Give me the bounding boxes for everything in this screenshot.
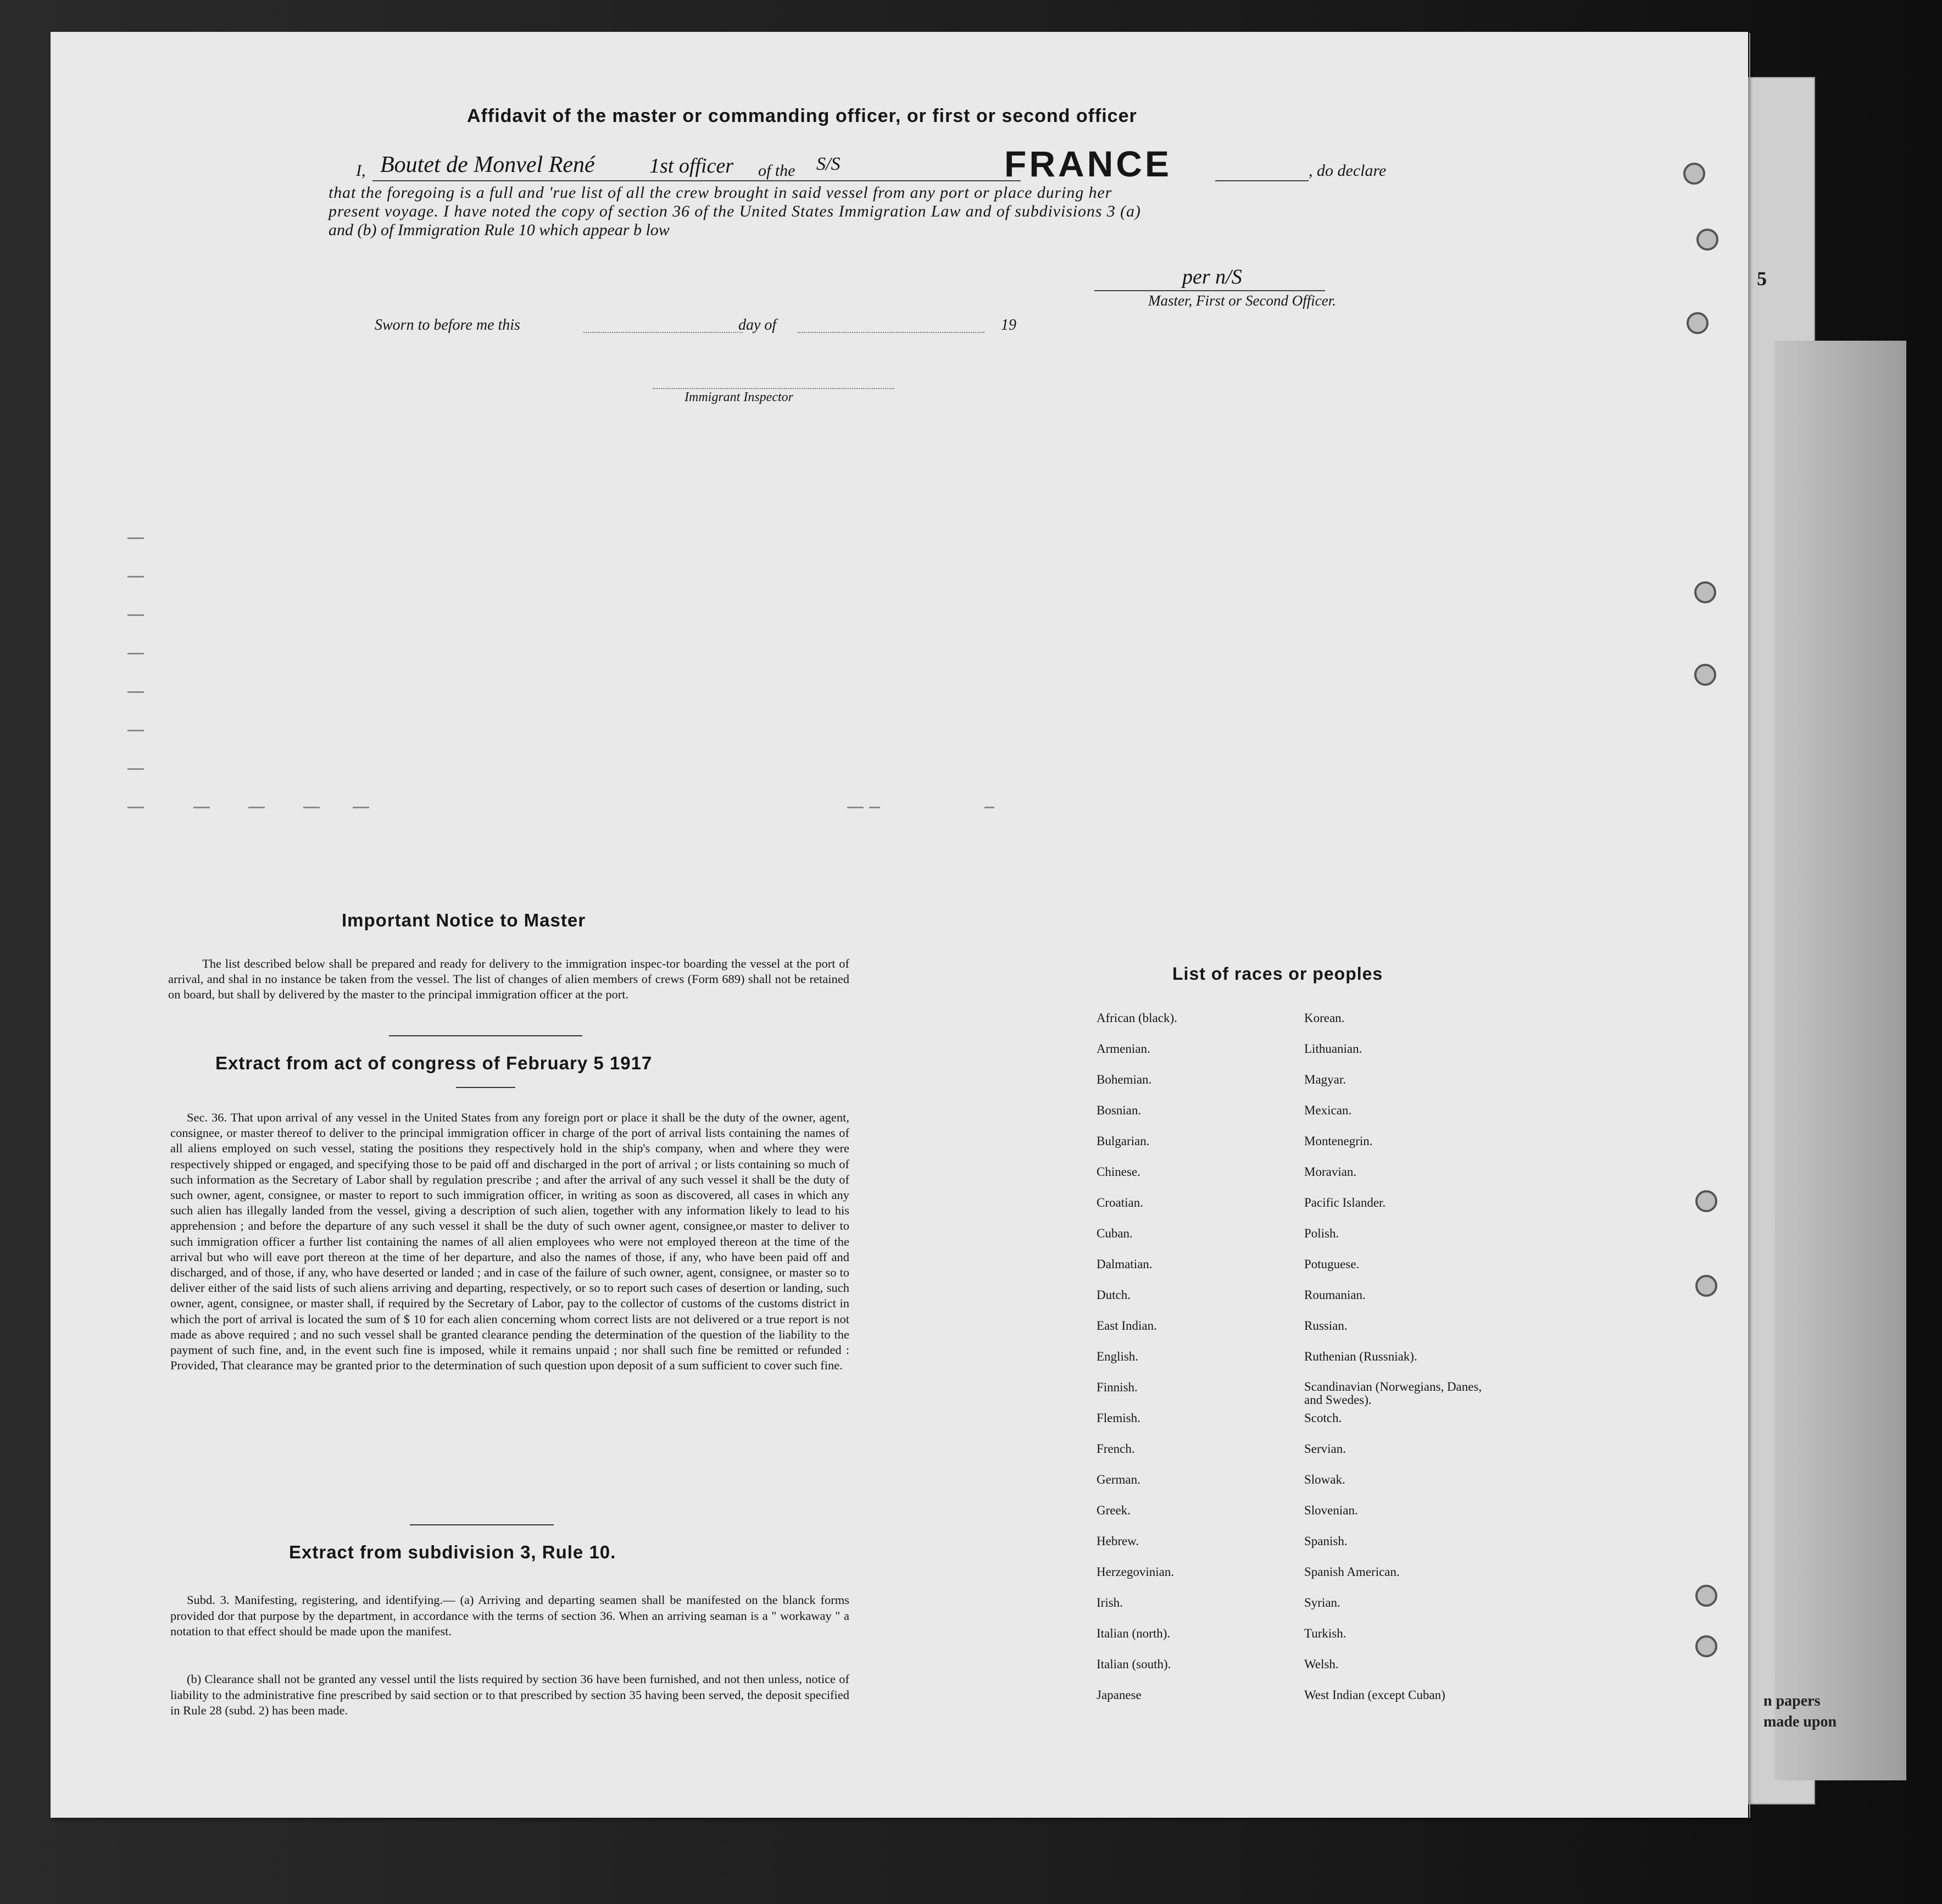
fill-line [653,388,894,389]
affidavit-title: Affidavit of the master or commanding officer, or first or second officer [467,106,1137,126]
race-item: French. [1097,1442,1135,1456]
race-item: Slowak. [1304,1473,1345,1486]
edge-text-2: made upon [1763,1713,1837,1730]
fill-line [372,180,1021,181]
race-item: Welsh. [1304,1657,1339,1671]
rule-extract-title: Extract from subdivision 3, Rule 10. [289,1542,616,1562]
punch-hole [1687,312,1709,334]
signature-line [1094,290,1325,291]
race-item: Croatian. [1097,1196,1143,1209]
race-item: Servian. [1304,1442,1346,1456]
act-extract-body: Sec. 36. That upon arrival of any vessel in the United States from any foreign port or place it shall be the duty of the owner, agent, consignee, or master thereof to deliver to the principal immigration officer in charge of the port of arrival lists containing the names of all aliens employed on such vessel, stating the positions they respectively hold in the ship's company, when and where they were respectively shipped or engaged, and specifying those to be paid off and discharged in the port of arrival ; or lists containing so much of such information as the Secretary of Labor shall by regulation prescribe ; and after the arrival of any such vessel it shall be the duty of such owner, agent, consignee, or master to report to such immigration officer, in writing as soon as discovered, all cases in which any such alien has illegally landed from the vessel, giving a description of such alien, together with any information likely to lead to his apprehension ; and before the departure of any such vessel it shall be the duty of such owner agent, consignee,or master to deliver to such immigration officer a further list containing the names of all alien employees who were not employed thereon at the time of the arrival but who will eave port thereon at the time of her departure, and also the names of those, if any, who have been paid off and discharged, and of those, if any, who have deserted or landed ; and in case of the failure of such owner, agent, consignee, or master so to deliver either of the said lists of such aliens arriving and departing, respectively, or so to report such cases of desertion or landing, such owner, agent, consignee, or master shall, if required by the Secretary of Labor, pay to the collector of customs of the customs district in which the port of arrival is located the sum of $ 10 for each alien concerning whom correct lists are not delivered or a true report is not made as above required ; and no such vessel shall be granted clearance pending the determination of the question of the liability to the payment of such fine, and, in the event such fine is imposed, while it remains unpaid ; nor shall such fine be remitted or refunded : Provided, That clearance may be granted prior to the determination of such question upon deposit of a sum sufficient to cover such fine. [170,1111,849,1373]
race-item: Herzegovinian. [1097,1565,1175,1579]
race-item: Potuguese. [1304,1257,1360,1271]
race-item: Italian (north). [1097,1627,1171,1640]
manifest-page [51,32,1767,1818]
race-item: Ruthenian (Russniak). [1304,1350,1417,1363]
race-item: Japanese [1097,1688,1142,1702]
separator [410,1524,554,1525]
punch-hole [1696,229,1718,251]
race-item: Pacific Islander. [1304,1196,1386,1209]
race-item: Irish. [1097,1596,1123,1609]
race-item: Dalmatian. [1097,1257,1153,1271]
race-item: Magyar. [1304,1073,1346,1086]
officer-caption: Master, First or Second Officer. [1148,292,1336,309]
handwritten-rank: 1st officer [649,154,734,177]
punch-hole [1695,1635,1717,1657]
affidavit-declare: , do declare [1309,162,1387,180]
punch-hole [1694,664,1716,686]
notice-title: Important Notice to Master [342,910,586,930]
act-extract-title: Extract from act of congress of February 5 1917 [215,1053,653,1073]
separator [389,1035,582,1036]
underlying-sheet-edge [1774,341,1906,1780]
handwritten-name: Boutet de Monvel René [380,152,595,177]
race-item: Korean. [1304,1011,1345,1025]
sworn-label: Sworn to before me this [375,317,520,334]
race-item: Turkish. [1304,1627,1346,1640]
fill-line [798,332,984,333]
race-item: Italian (south). [1097,1657,1171,1671]
race-item: Scandinavian (Norwegians, Danes, and Swedes). [1304,1380,1482,1407]
faint-table-dashes [226,537,1105,801]
races-title: List of races or peoples [1172,964,1383,984]
race-item: Moravian. [1304,1165,1357,1179]
race-item: Roumanian. [1304,1288,1366,1302]
race-item: Bulgarian. [1097,1134,1150,1148]
race-item: Spanish. [1304,1534,1348,1548]
race-item: Spanish American. [1304,1565,1400,1579]
page-fold [1749,33,1750,1818]
race-item: German. [1097,1473,1140,1486]
race-item: Cuban. [1097,1226,1133,1240]
punch-hole [1695,1190,1717,1212]
race-item: Mexican. [1304,1103,1352,1117]
affidavit-line-2: that the foregoing is a full and 'rue list of all the crew brought in said vessel from any port or place during her [329,184,1112,202]
race-item: East Indian. [1097,1319,1157,1333]
affidavit-line-3: present voyage. I have noted the copy of section 36 of the United States Immigration Law and of subdivisions 3 (a) [329,202,1141,220]
race-item: Scotch. [1304,1411,1342,1425]
race-item: Bohemian. [1097,1073,1152,1086]
race-item: Montenegrin. [1304,1134,1373,1148]
vessel-name: FRANCE [1004,143,1172,184]
race-item: Finnish. [1097,1380,1138,1394]
rule-extract-para-b: (b) Clearance shall not be granted any vessel until the lists required by section 36 have been furnished, and not then unless, notice of liability to the administrative fine prescribed by said section or to that prescribed by section 35 having been served, the deposit specified in Rule 28 (subd. 2) has been made. [170,1672,849,1717]
race-item: African (black). [1097,1011,1177,1025]
race-item: Syrian. [1304,1596,1340,1609]
rule-extract-para-a: Subd. 3. Manifesting, registering, and identifying.— (a) Arriving and departing seamen shall be manifested on the blanck forms provided dor that purpose by the department, in accordance with the terms of section 36. When an arriving seaman is a " workaway " a notation to that effect should be made upon the manifest. [170,1593,849,1638]
punch-hole [1683,163,1705,185]
notice-body: The list described below shall be prepared and ready for delivery to the immigration inspec-tor boarding the vessel at the port of arrival, and shal in no instance be taken from the vessel. The list of changes of alien members of crews (Form 689) shall not be retained on board, but shall by delivered by the master to the principal immigration officer at the port. [168,957,849,1001]
punch-hole [1695,1585,1717,1607]
race-item: Russian. [1304,1319,1348,1333]
day-of-label: day of [738,317,777,334]
race-item: Slovenian. [1304,1503,1358,1517]
affidavit-prefix: I, [356,162,366,180]
fill-line [583,332,743,333]
race-item: West Indian (except Cuban) [1304,1688,1445,1702]
affidavit-line-4: and (b) of Immigration Rule 10 which appear b low [329,221,670,239]
separator [456,1087,515,1088]
year-label: 19 [1001,317,1016,334]
inspector-caption: Immigrant Inspector [685,390,793,404]
handwritten-signature: per n/S [1182,265,1242,288]
punch-hole [1695,1275,1717,1297]
race-item: English. [1097,1350,1139,1363]
race-item: Dutch. [1097,1288,1131,1302]
punch-hole [1694,581,1716,603]
race-item: Flemish. [1097,1411,1140,1425]
margin-digit: 5 [1757,268,1767,290]
handwritten-ss: S/S [816,154,841,174]
race-item: Polish. [1304,1226,1339,1240]
fill-line [1215,180,1309,181]
race-item: Armenian. [1097,1042,1150,1056]
race-item: Greek. [1097,1503,1131,1517]
race-item: Lithuanian. [1304,1042,1362,1056]
edge-text-1: n papers [1763,1692,1821,1709]
affidavit-of-the: of the [758,162,795,180]
race-item: Hebrew. [1097,1534,1139,1548]
race-item: Bosnian. [1097,1103,1142,1117]
race-item: Chinese. [1097,1165,1140,1179]
